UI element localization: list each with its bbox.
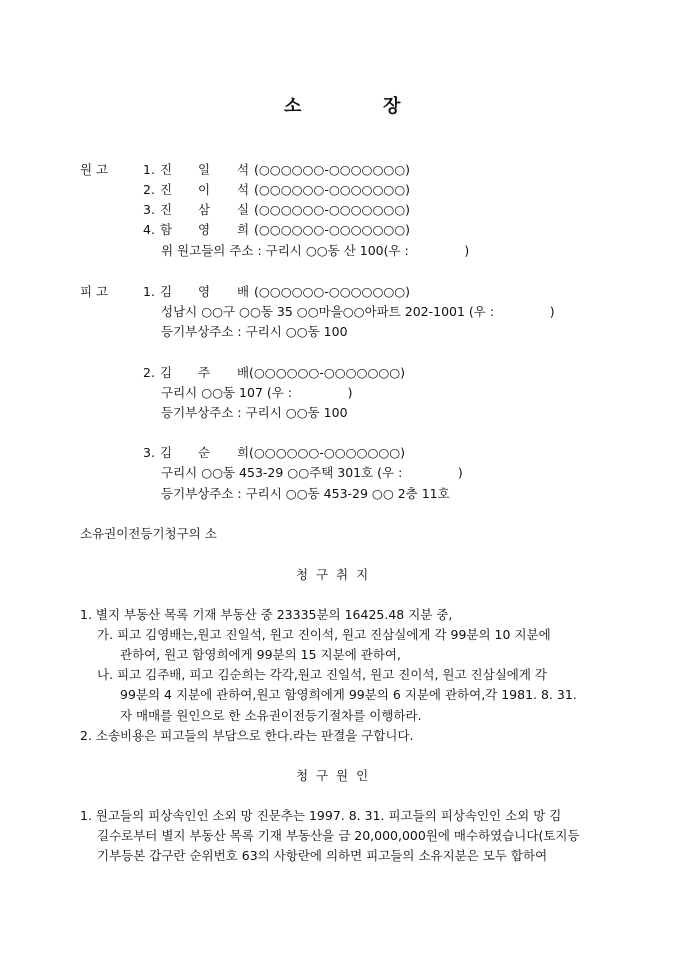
title-char-2: 장 xyxy=(383,96,401,117)
defendant-registry-address: 등기부상주소 : 구리시 ○○동 453-29 ○○ 2층 11호 xyxy=(161,486,450,501)
title-char-1: 소 xyxy=(284,96,302,117)
defendant-address: 성남시 ○○구 ○○동 35 ○○마을○○아파트 202-1001 (우 : ) xyxy=(161,304,555,319)
case-name: 소유권이전등기청구의 소 xyxy=(80,526,217,541)
defendant-label: 피 고 xyxy=(80,284,109,299)
claim-purpose-line: 가. 피고 김영배는,원고 진일석, 원고 진이석, 원고 진삼실에게 각 99분의 10 지분에 xyxy=(97,627,551,642)
defendant-id: (○○○○○○-○○○○○○○) xyxy=(254,284,411,299)
plaintiff-id: (○○○○○○-○○○○○○○) xyxy=(254,202,411,217)
defendant-registry-address: 등기부상주소 : 구리시 ○○동 100 xyxy=(161,405,348,420)
document-page: 소 장 원 고 1. 진 일 석 (○○○○○○-○○○○○○○) 2. 진 이 석 (○○○○○○-○○○○○○○) 3. 진 삼 실 (○○○○○○-○○○○○○○) 4. 함 영 희 (○○○○○○-○○○○○○○) 위 원고들의 주소 : 구리시 ○○동 산 100(우 : ) 피 고 1. 김 영 배 (○○○○○○-○○○○○○○) 성남시 ○○구 ○○동 35 ○○마을○○아파트 202-1001 (우 : ) 등기부상주소 : 구리시 ○○동 100 2. 김 주 배 (○○○○○○-○○○○○○○) 구리시 ○○동 107 (우 : ) 등기부상주소 : 구리시 ○○동 100 3. 김 순 희 (○○○○○○-○○○○○○○) 구리시 ○○동 453-29 ○○주택 301호 (우 : ) 등기부상주소 : 구리시 ○○동 453-29 ○○ 2층 11호 소유권이전등기청구의 소 청 구 취 지 1. 별지 부동산 목록 기재 부동산 중 23335분의 16425.48 지분 중, 가. 피고 김영배는,원고 진일석, 원고 진이석, 원고 진삼실에게 각 99분의 10 지분에 관하여, 원고 함영희에게 99분의 15 지분에 관하여, 나. 피고 김주배, 피고 김순희는 각각,원고 진일석, 원고 진이석, 원고 진삼실에게 각 99분의 4 지분에 관하여,원고 함영희에게 99분의 6 지분에 관하여,각 1981. 8. 31. 자 매매를 원인으로 한 소유권이전등기절차를 이행하라. 2. 소송비용은 피고들의 부담으로 한다.라는 판결을 구합니다. 청 구 원 인 1. 원고들의 피상속인인 소외 망 진문추는 1997. 8. 31. 피고들의 피상속인인 소외 망 김 길수로부터 별지 부동산 목록 기재 부동산을 금 20,000,000원에 매수하였습니다(토지등 기부등본 갑구란 순위번호 63의 사항란에 의하면 피고들의 소유지분은 모두 합하여 xyxy=(0,0,680,962)
claim-cause-line: 1. 원고들의 피상속인인 소외 망 진문추는 1997. 8. 31. 피고들의 피상속인인 소외 망 김 xyxy=(80,808,562,823)
plaintiff-label: 원 고 xyxy=(80,162,109,177)
defendant-id: (○○○○○○-○○○○○○○) xyxy=(249,365,406,380)
claim-purpose-line: 99분의 4 지분에 관하여,원고 함영희에게 99분의 6 지분에 관하여,각 1981. 8. 31. xyxy=(120,687,577,702)
claim-purpose-line: 관하여, 원고 함영희에게 99분의 15 지분에 관하여, xyxy=(120,647,401,662)
plaintiff-id: (○○○○○○-○○○○○○○) xyxy=(254,182,411,197)
claim-purpose-line: 1. 별지 부동산 목록 기재 부동산 중 23335분의 16425.48 지분 중, xyxy=(80,607,453,622)
defendant-id: (○○○○○○-○○○○○○○) xyxy=(249,445,406,460)
claim-cause-line: 기부등본 갑구란 순위번호 63의 사항란에 의하면 피고들의 소유지분은 모두 합하여 xyxy=(97,848,548,863)
plaintiff-address: 위 원고들의 주소 : 구리시 ○○동 산 100(우 : ) xyxy=(161,243,470,258)
defendant-registry-address: 등기부상주소 : 구리시 ○○동 100 xyxy=(161,324,348,339)
plaintiff-id: (○○○○○○-○○○○○○○) xyxy=(254,222,411,237)
claim-purpose-line: 2. 소송비용은 피고들의 부담으로 한다.라는 판결을 구합니다. xyxy=(80,728,414,743)
claim-purpose-heading: 청 구 취 지 xyxy=(296,567,369,582)
claim-purpose-line: 나. 피고 김주배, 피고 김순희는 각각,원고 진일석, 원고 진이석, 원고 진삼실에게 각 xyxy=(97,667,547,682)
plaintiff-id: (○○○○○○-○○○○○○○) xyxy=(254,162,411,177)
claim-cause-heading: 청 구 원 인 xyxy=(296,768,369,783)
defendant-address: 구리시 ○○동 107 (우 : ) xyxy=(161,385,353,400)
claim-purpose-line: 자 매매를 원인으로 한 소유권이전등기절차를 이행하라. xyxy=(120,708,422,723)
defendant-address: 구리시 ○○동 453-29 ○○주택 301호 (우 : ) xyxy=(161,465,463,480)
claim-cause-line: 길수로부터 별지 부동산 목록 기재 부동산을 금 20,000,000원에 매수하였습니다(토지등 xyxy=(97,828,580,843)
